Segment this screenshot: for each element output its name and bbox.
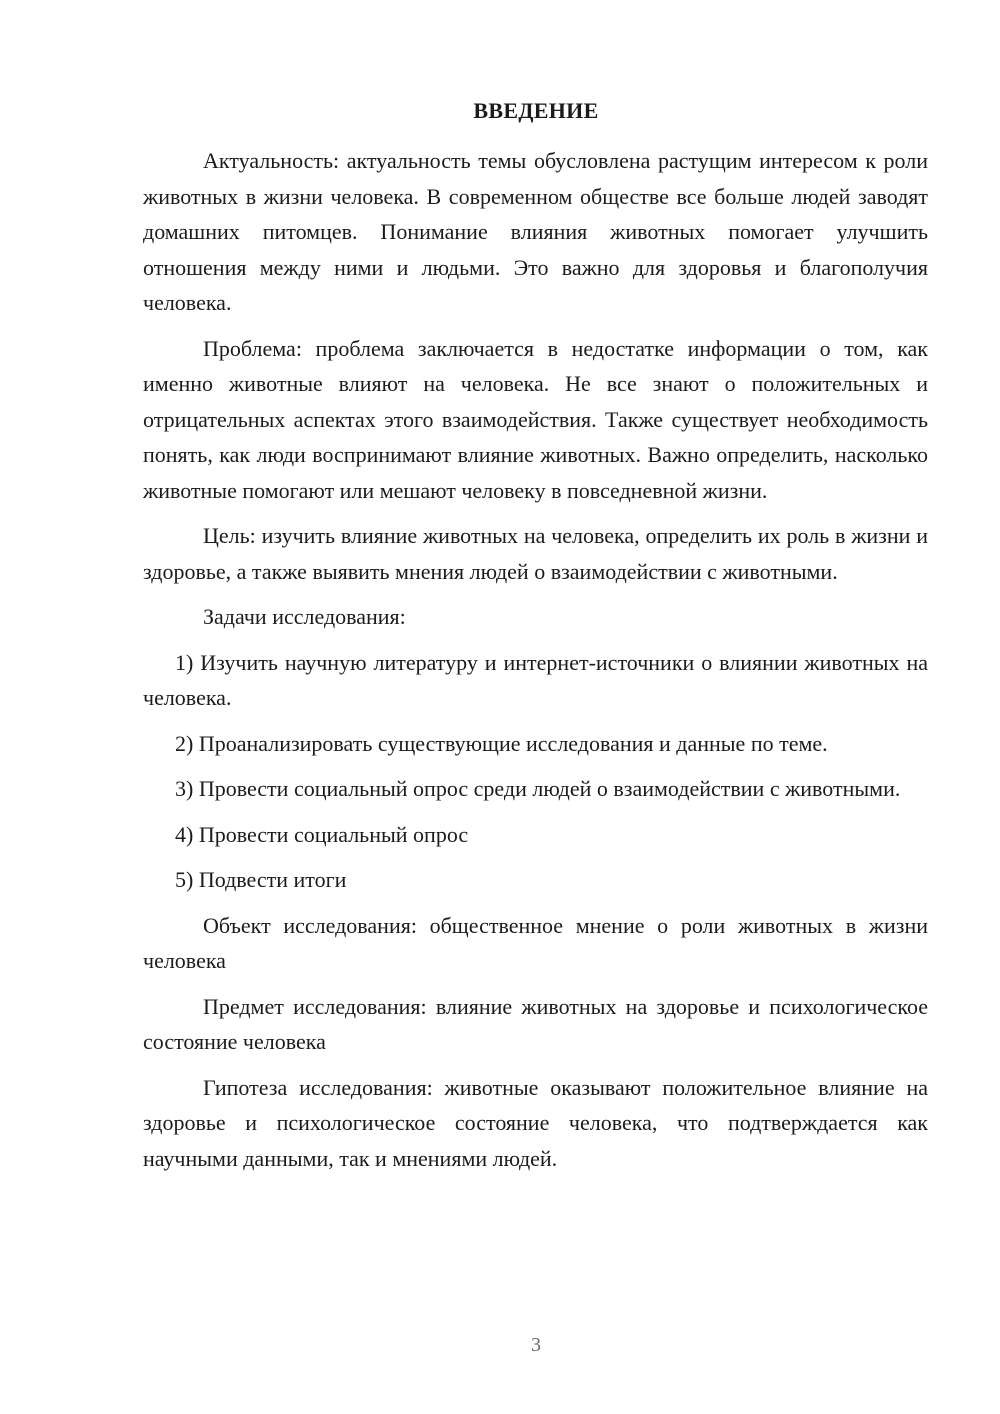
page-number: 3 — [531, 1334, 541, 1356]
task-item-4: 4) Провести социальный опрос — [175, 821, 469, 847]
object-paragraph: Объект исследования: общественное мнение о роли животных в жизни человека — [143, 912, 928, 973]
task-item-2: 2) Проанализировать существующие исследования и данные по теме. — [175, 730, 828, 756]
task-item-5: 5) Подвести итоги — [175, 867, 347, 892]
subject-paragraph: Предмет исследования: влияние животных на здоровье и психологическое состояние человека — [143, 993, 928, 1054]
tasks-title: Задачи исследования: — [203, 604, 406, 629]
problem-paragraph: Проблема: проблема заключается в недостатке информации о том, как именно животные влияют на человека. Не все знают о положительных и отрицательных аспектах этого взаимодействия. Также существует необходимость понять, как люди воспринимают влияние животных. Важно определить, насколько животные помогают или мешают человеку в повседневной жизни. — [143, 335, 928, 503]
task-item-1: 1) Изучить научную литературу и интернет-источники о влиянии животных на человека. — [143, 649, 928, 710]
hypothesis-paragraph: Гипотеза исследования: животные оказывают положительное влияние на здоровье и психологическое состояние человека, что подтверждается как научными данными, так и мнениями людей. — [143, 1074, 928, 1171]
goal-paragraph: Цель: изучить влияние животных на человека, определить их роль в жизни и здоровье, а также выявить мнения людей о взаимодействии с животными. — [143, 523, 928, 584]
section-heading: ВВЕДЕНИЕ — [473, 98, 599, 123]
document-body — [143, 143, 928, 1176]
relevance-paragraph: Актуальность: актуальность темы обусловлена растущим интересом к роли животных в жизни человека. В современном обществе все больше людей заводят домашних питомцев. Понимание влияния животных помогает улучшить отношения между ними и людьми. Это важно для здоровья и благополучия человека. — [143, 148, 928, 315]
tasks-list — [143, 645, 928, 898]
task-item-3: 3) Провести социальный опрос среди людей о взаимодействии с животными. — [175, 776, 901, 801]
